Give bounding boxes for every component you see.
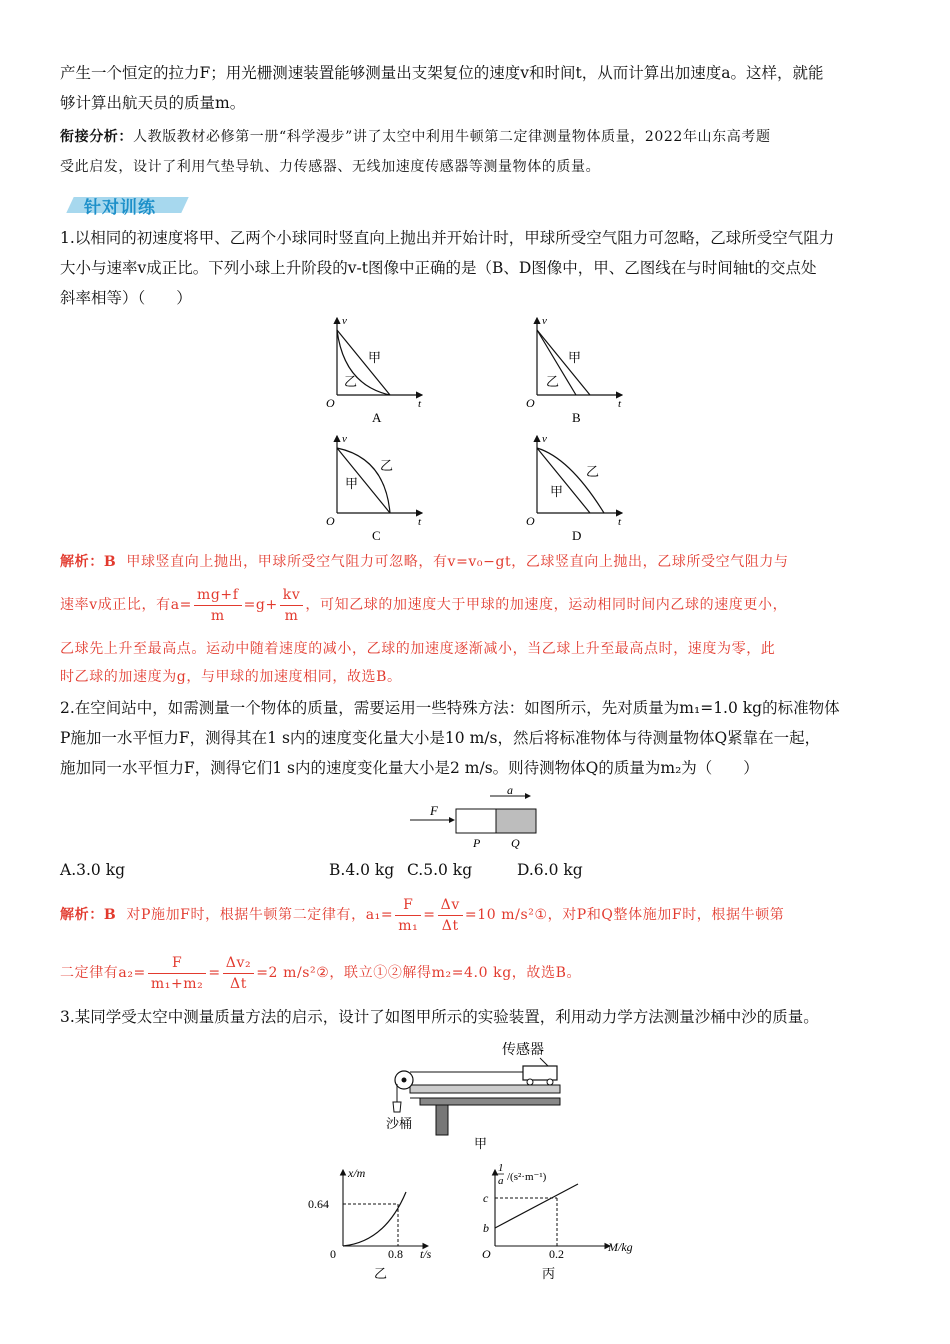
graph-d-v-label: v	[542, 433, 547, 445]
graph-a-v-label: v	[342, 315, 347, 327]
q3-graph-yi	[300, 1162, 460, 1282]
q2-solution-label: 解析：	[60, 907, 104, 923]
q3-yi-curve	[343, 1192, 406, 1246]
q3-line-1: 3.某同学受太空中测量质量方法的启示，设计了如图甲所示的实验装置，利用动力学方法测量沙桶中沙的质量。	[60, 1008, 819, 1026]
q2-frac-2	[438, 895, 463, 936]
q2-sol-p4: =2 m/s²②，联立①②解得m₂=4.0 kg，故选B。	[256, 965, 582, 981]
q3-bing-tick-c: c	[483, 1191, 489, 1205]
q1-sol-text-2b: =g+	[243, 597, 278, 613]
q2-block-p	[456, 809, 496, 833]
q1-solution-line-4: 时乙球的加速度为g，与甲球的加速度相同，故选B。	[60, 669, 402, 685]
q3-sensor-label: 传感器	[502, 1043, 544, 1058]
graph-b-caption: B	[572, 410, 581, 425]
graph-b-v-label: v	[542, 315, 547, 327]
intro-line-2: 够计算出航天员的质量m。	[60, 94, 246, 112]
q3-yi-xtick: 0.8	[388, 1247, 403, 1261]
q1-line-3: 斜率相等）（ ）	[60, 289, 192, 307]
analysis-text-1: 人教版教材必修第一册“科学漫步”讲了太空中利用牛顿第二定律测量物体质量，2022年山东高考题	[133, 129, 771, 145]
q2-frac-1-num: F	[395, 895, 421, 916]
q2-frac-3-num: F	[148, 953, 207, 974]
q3-yi-xlabel: t/s	[420, 1247, 432, 1261]
graph-a-caption: A	[372, 410, 382, 425]
graph-d-yi-curve	[537, 448, 604, 513]
graph-a-t-label: t	[418, 398, 422, 410]
graph-b-t-label: t	[618, 398, 622, 410]
graph-a-jia-label: 甲	[368, 350, 382, 365]
q3-apparatus	[380, 1036, 580, 1156]
q3-bucket	[393, 1102, 401, 1112]
q2-sol-p3: 二定律有a₂=	[60, 965, 146, 981]
q1-frac-1-den: m	[210, 607, 225, 624]
graph-b	[526, 315, 622, 425]
q2-option-c[interactable]: C.5.0 kg	[407, 861, 473, 879]
graph-d-origin: O	[526, 514, 535, 528]
q1-graphs	[300, 310, 660, 545]
graph-c-v-label: v	[342, 433, 347, 445]
q2-figure	[400, 785, 550, 855]
graph-c-origin: O	[326, 514, 335, 528]
q3-bing-tick-b: b	[483, 1221, 489, 1235]
q2-P-label: P	[473, 836, 481, 850]
q2-sol-p2: =10 m/s²①，对P和Q整体施加F时，根据牛顿第	[464, 907, 785, 923]
q3-bing-xlabel: M/kg	[608, 1240, 633, 1254]
q1-sol-text-2c: ，可知乙球的加速度大于甲球的加速度，运动相同时间内乙球的速度更小，	[305, 597, 788, 613]
q2-sol-eq: =	[423, 907, 436, 923]
q3-cart	[523, 1066, 557, 1080]
q2-sol-p1: 对P施加F时，根据牛顿第二定律有，a₁=	[126, 907, 394, 923]
q3-yi-origin: 0	[330, 1247, 336, 1261]
section-heading	[60, 192, 190, 218]
q1-frac-2	[280, 585, 304, 626]
q2-solution-answer: B	[103, 907, 117, 923]
q3-bing-origin: O	[482, 1247, 491, 1261]
graph-c-jia-label: 甲	[345, 476, 359, 491]
q3-bing-xtick: 0.2	[549, 1247, 564, 1261]
q3-yi-ylabel: x/m	[348, 1166, 366, 1180]
q1-solution-line-2	[60, 582, 787, 628]
q2-option-d[interactable]: D.6.0 kg	[517, 861, 583, 879]
q1-frac-1-num: mg+f	[194, 585, 242, 606]
intro-line-1: 产生一个恒定的拉力F；用光栅测速装置能够测量出支架复位的速度v和时间t，从而计算出加速度a。这样，就能	[60, 64, 824, 82]
q1-frac-2-den: m	[284, 607, 299, 624]
q3-bing-caption: 丙	[542, 1266, 556, 1281]
q3-apparatus-caption: 甲	[474, 1136, 488, 1151]
q2-sol-eq-2: =	[208, 965, 221, 981]
q2-line-3: 施加同一水平恒力F，测得它们1 s内的速度变化量大小是2 m/s。则待测物体Q的质量为m₂为（ ）	[60, 759, 759, 777]
q3-bing-line	[495, 1184, 578, 1228]
graph-a-origin: O	[326, 396, 335, 410]
q2-solution-line-1	[60, 892, 784, 938]
q3-graph-bing	[470, 1162, 650, 1282]
q2-block-q	[496, 809, 536, 833]
q3-bing-ylabel-den: a	[498, 1175, 504, 1187]
q2-frac-3	[148, 953, 207, 994]
q2-option-a[interactable]: A.3.0 kg	[60, 861, 126, 879]
q1-frac-2-num: kv	[280, 585, 304, 606]
graph-b-jia-line	[537, 330, 590, 395]
q2-line-1: 2.在空间站中，如需测量一个物体的质量，需要运用一些特殊方法：如图所示，先对质量为m₁=1.0 kg的标准物体	[60, 699, 840, 717]
graph-d-caption: D	[572, 528, 582, 543]
graph-c-t-label: t	[418, 516, 422, 528]
q2-solution-line-2	[60, 950, 581, 996]
q2-frac-4-num: Δv₂	[223, 953, 254, 974]
q2-frac-1-den: m₁	[398, 917, 419, 934]
q1-solution-line-3: 乙球先上升至最高点。运动中随着速度的减小，乙球的加速度逐渐减小，当乙球上升至最高点时，速度为零，此	[60, 641, 776, 657]
graph-d-yi-label: 乙	[586, 464, 600, 479]
graph-d-t-label: t	[618, 516, 622, 528]
q2-F-label: F	[430, 803, 438, 818]
q1-frac-1	[194, 585, 242, 626]
q1-solution-label: 解析：	[60, 554, 104, 570]
graph-b-origin: O	[526, 396, 535, 410]
q2-frac-3-den: m₁+m₂	[150, 975, 204, 992]
q2-frac-2-num: Δv	[438, 895, 463, 916]
q2-a-label: a	[507, 785, 513, 797]
analysis-line-2: 受此启发，设计了利用气垫导轨、力传感器、无线加速度传感器等测量物体的质量。	[60, 159, 601, 175]
q3-yi-caption: 乙	[374, 1266, 388, 1281]
graph-d-jia-label: 甲	[550, 484, 564, 499]
q2-frac-4-den: Δt	[230, 975, 247, 992]
q3-bing-ylabel-unit: /(s²·m⁻¹)	[507, 1171, 547, 1183]
graph-d	[526, 433, 622, 543]
graph-c-caption: C	[372, 528, 381, 543]
graph-d-jia-line	[537, 448, 590, 513]
q1-solution-text-1: 甲球竖直向上抛出，甲球所受空气阻力可忽略，有v=v₀−gt，乙球竖直向上抛出，乙球所受空气阻力与	[126, 554, 789, 570]
graph-a-yi-label: 乙	[344, 374, 358, 389]
q3-bing-ylabel-num: 1	[498, 1162, 504, 1174]
graph-b-yi-label: 乙	[546, 374, 560, 389]
analysis-label: 衔接分析：	[60, 129, 133, 145]
q2-Q-label: Q	[511, 836, 520, 850]
q3-track	[410, 1085, 560, 1093]
q2-frac-2-den: Δt	[441, 917, 459, 934]
graph-c-yi-label: 乙	[380, 458, 394, 473]
q1-line-1: 1.以相同的初速度将甲、乙两个小球同时竖直向上抛出并开始计时，甲球所受空气阻力可忽略，乙球所受空气阻力	[60, 229, 835, 247]
q1-solution-line-1	[60, 551, 789, 573]
graph-b-jia-label: 甲	[568, 350, 582, 365]
analysis-line-1	[60, 126, 771, 148]
graph-a	[326, 315, 422, 425]
q3-bucket-label: 沙桶	[386, 1116, 413, 1131]
q2-option-b[interactable]: B.4.0 kg	[329, 861, 395, 879]
section-title: 针对训练	[84, 198, 156, 218]
q1-sol-text-2a: 速率v成正比，有a=	[60, 597, 192, 613]
q1-solution-answer: B	[103, 554, 117, 570]
graph-c	[326, 433, 422, 543]
q2-frac-4	[223, 953, 254, 994]
q2-frac-1	[395, 895, 421, 936]
q3-stand	[436, 1105, 448, 1135]
q2-line-2: P施加一水平恒力F，测得其在1 s内的速度变化量大小是10 m/s，然后将标准物体与待测量物体Q紧靠在一起，	[60, 729, 821, 747]
q3-yi-ytick: 0.64	[308, 1197, 329, 1211]
q1-line-2: 大小与速率v成正比。下列小球上升阶段的v-t图像中正确的是（B、D图像中，甲、乙图线在与时间轴t的交点处	[60, 259, 817, 277]
